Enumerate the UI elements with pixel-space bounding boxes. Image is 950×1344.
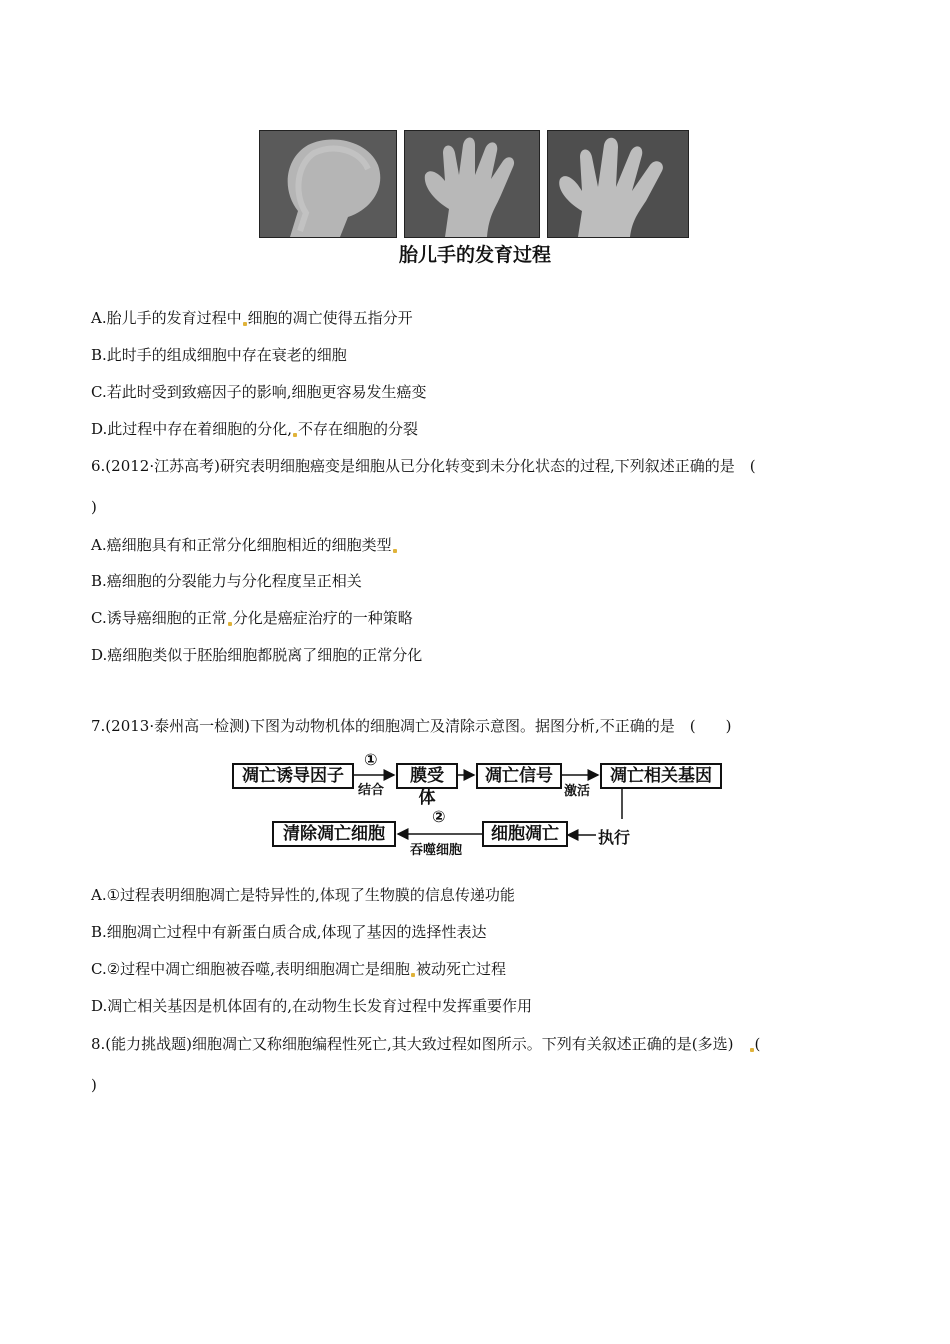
q8-stem: 8.(能力挑战题)细胞凋亡又称细胞编程性死亡,其大致过程如图所示。下列有关叙述正确的是(多选) ( — [91, 1035, 761, 1053]
mark-dot — [243, 322, 247, 326]
mark-dot — [393, 549, 397, 553]
hand-paddle-image — [260, 131, 396, 237]
q6-stem: 6.(2012·江苏高考)研究表明细胞癌变是细胞从已分化转变到未分化状态的过程,下列叙述正确的是 ( — [91, 457, 756, 475]
box-apoptosis-signal: 凋亡信号 — [476, 763, 562, 789]
hand-separated-fingers-image — [548, 131, 688, 237]
label-bind: 结合 — [358, 783, 385, 798]
box-apoptosis-inducer: 凋亡诱导因子 — [232, 763, 354, 789]
figure-caption: 胎儿手的发育过程 — [398, 244, 551, 266]
fetal-hand-figure — [259, 130, 689, 238]
q6-option-b: B.癌细胞的分裂能力与分化程度呈正相关 — [91, 572, 362, 590]
box-apoptosis-genes: 凋亡相关基因 — [600, 763, 722, 789]
label-activate: 激活 — [564, 784, 591, 799]
q7-stem: 7.(2013·泰州高一检测)下图为动物机体的细胞凋亡及清除示意图。据图分析,不正确的是 ( ) — [91, 717, 732, 735]
q7-option-c: C.②过程中凋亡细胞被吞噬,表明细胞凋亡是细胞 被动死亡过程 — [91, 960, 506, 978]
hand-webbed-image — [405, 131, 539, 237]
mark-dot — [228, 622, 232, 626]
label-execute: 执行 — [598, 828, 631, 847]
mark-dot — [293, 433, 297, 437]
hand-photo-stage-3 — [547, 130, 689, 238]
apoptosis-flow-diagram — [230, 750, 730, 858]
q6-option-d: D.癌细胞类似于胚胎细胞都脱离了细胞的正常分化 — [91, 646, 423, 664]
step-2-marker: ② — [432, 807, 446, 826]
q7-option-b: B.细胞凋亡过程中有新蛋白质合成,体现了基因的选择性表达 — [91, 923, 487, 941]
hand-photo-stage-2 — [404, 130, 540, 238]
mark-dot — [411, 973, 415, 977]
q7-option-a: A.①过程表明细胞凋亡是特异性的,体现了生物膜的信息传递功能 — [91, 886, 515, 904]
box-clear-apoptotic-cells: 清除凋亡细胞 — [272, 821, 396, 847]
hand-photo-stage-1 — [259, 130, 397, 238]
q5-option-b: B.此时手的组成细胞中存在衰老的细胞 — [91, 346, 347, 364]
label-phagocyte: 吞噬细胞 — [410, 843, 463, 858]
q7-option-d: D.凋亡相关基因是机体固有的,在动物生长发育过程中发挥重要作用 — [91, 997, 533, 1015]
box-membrane-receptor: 膜受体 — [396, 763, 458, 789]
q6-option-c: C.诱导癌细胞的正常 分化是癌症治疗的一种策略 — [91, 609, 413, 627]
q6-stem-end: ) — [91, 498, 97, 516]
box-cell-apoptosis: 细胞凋亡 — [482, 821, 568, 847]
q5-option-d: D.此过程中存在着细胞的分化, 不存在细胞的分裂 — [91, 420, 419, 438]
step-1-marker: ① — [364, 750, 378, 769]
mark-dot — [750, 1048, 754, 1052]
q5-option-c: C.若此时受到致癌因子的影响,细胞更容易发生癌变 — [91, 383, 427, 401]
q5-option-a: A.胎儿手的发育过程中 细胞的凋亡使得五指分开 — [91, 309, 413, 327]
q6-option-a: A.癌细胞具有和正常分化细胞相近的细胞类型 — [91, 535, 398, 555]
q8-stem-end: ) — [91, 1076, 97, 1094]
